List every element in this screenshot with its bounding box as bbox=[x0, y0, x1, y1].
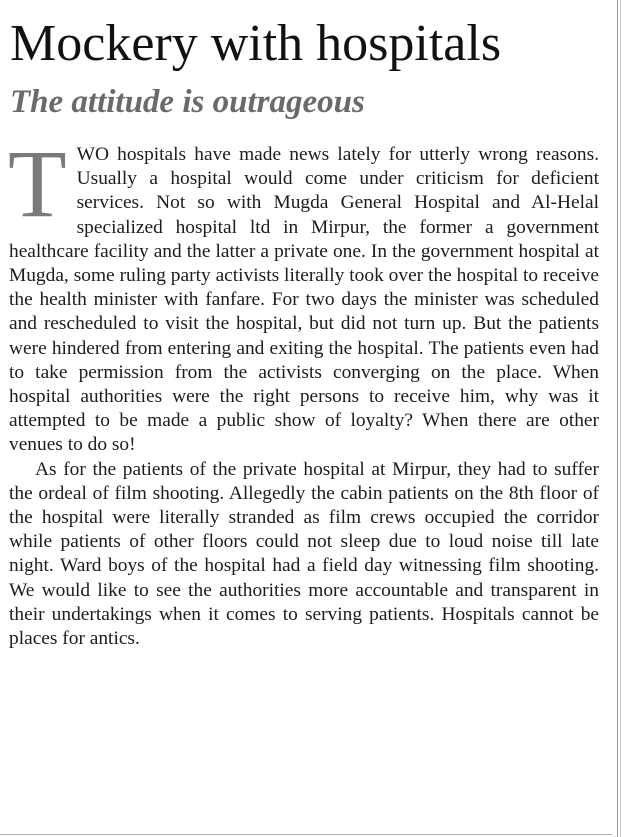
subheadline: The attitude is outrageous bbox=[10, 84, 365, 120]
paragraph-1 bbox=[8, 130, 599, 458]
article-body bbox=[8, 130, 599, 651]
paragraph-1-text: WO hospitals have made news lately for utterly wrong reasons. Usually a hospital would come under criticism for deficient services. Not so with Mugda General Hospital and Al-Helal specialized hospital ltd in Mirpur, the former a government healthcare facility and the latter a private one. In the government hospital at Mugda, some ruling party activists literally took over the hospital to receive the health minister with fanfare. For two days the minister was scheduled and rescheduled to visit the hospital, but did not turn up. But the patients were hindered from entering and exiting the hospital. The patients even had to take permission from the activists converging on the place. When hospital authorities were the right persons to receive him, why was it attempted to be made a public show of loyalty? When there are other venues to do so! bbox=[9, 144, 599, 456]
paragraph-2: As for the patients of the private hospital at Mirpur, they had to suffer the ordeal of film shooting. Allegedly the cabin patients on the 8th floor of the hospital were literally stranded as film crews occupied the corridor while patients of other floors could not sleep due to loud noise till late night. Ward boys of the hospital had a field day witnessing film shooting. We would like to see the authorities more accountable and transparent in their undertakings when it comes to serving patients. Hospitals cannot be places for antics. bbox=[9, 458, 599, 650]
headline: Mockery with hospitals bbox=[10, 15, 502, 72]
column-rule-bottom bbox=[0, 834, 612, 835]
column-rule-right-outer bbox=[620, 0, 621, 837]
column-rule-right bbox=[617, 0, 618, 837]
drop-cap: T bbox=[8, 130, 67, 237]
